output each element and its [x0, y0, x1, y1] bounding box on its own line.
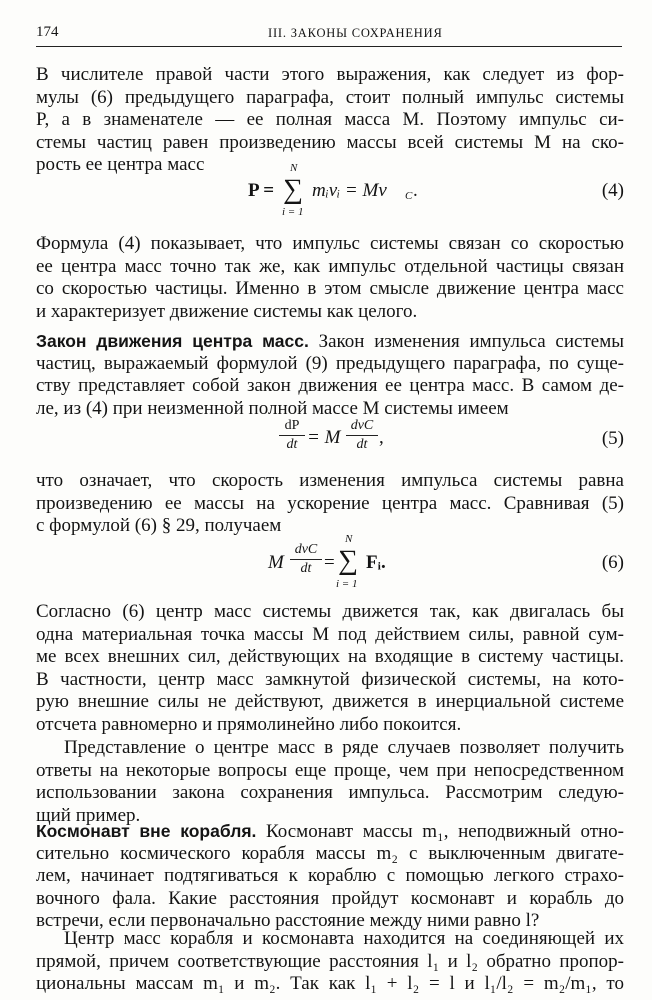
text-line: Согласно (6) центр масс системы движется так, как двигалась бы: [36, 601, 624, 622]
text-line: Формула (4) показывает, что импульс системы связан со скоростью: [36, 233, 624, 254]
page-header: [36, 24, 622, 48]
sum-upper-limit: N: [290, 162, 298, 174]
text-line: одна материальная точка массы M под действием силы, равной сум-: [36, 623, 624, 645]
equation-lhs: M: [268, 552, 284, 573]
header-rule: [36, 46, 622, 47]
fraction-bar: [290, 559, 322, 560]
fraction-bar: [346, 435, 378, 436]
denominator: dt: [286, 437, 298, 452]
fraction-dp-dt: [279, 418, 305, 453]
denominator: dt: [300, 561, 312, 576]
equation-6: [36, 532, 624, 594]
text-line: вочного фала. Какие расстояния пройдут космонавт и корабль до: [36, 887, 624, 909]
paragraph-6: [36, 928, 624, 996]
equation-number: (5): [601, 428, 624, 449]
sum-lower-limit: i = 1: [336, 578, 358, 590]
text-line: рость ее центра масс: [36, 154, 205, 176]
denominator: dt: [356, 437, 368, 452]
equation-end: .: [413, 180, 418, 201]
text-line: отсчета равномерно и прямолинейно либо покоится.: [36, 713, 462, 735]
fraction-bar: [279, 435, 305, 436]
text-line: частиц, выражаемый формулой (9) предыдущего параграфа, по суще-: [36, 352, 624, 374]
text-line: В частности, центр масс замкнутой физической системы, на кото-: [36, 668, 624, 690]
numerator: dP: [284, 418, 300, 433]
section-cosmonaut: [36, 820, 624, 933]
sum-lower-limit: i = 1: [282, 206, 304, 218]
text-line: и характеризует движение системы как целого.: [36, 300, 418, 322]
sum-sign: ∑: [338, 545, 358, 576]
text-line: Космонавт массы m₁, неподвижный отно-: [256, 821, 624, 842]
text-line: использовании закона сохранения импульса. Рассмотрим следую-: [36, 782, 624, 804]
text-line: что означает, что скорость изменения импульса системы равна: [36, 470, 624, 491]
numerator: dvC: [294, 542, 318, 557]
equation-body: Fᵢ.: [366, 552, 386, 573]
sum-sign: ∑: [283, 174, 303, 205]
text-line: Закон изменения импульса системы: [308, 331, 624, 352]
section-center-of-mass: [36, 330, 624, 420]
equation-body: mᵢvᵢ = Mv: [312, 180, 387, 201]
text-line: Представление о центре масс в ряде случаев позволяет получить: [64, 737, 624, 758]
paragraph-5: [36, 737, 624, 827]
section-heading: Закон движения центра масс.: [36, 331, 309, 351]
text-line: ответы на некоторые вопросы еще проще, чем при непосредственном: [36, 759, 624, 781]
text-line: циональны массам m₁ и m₂. Так как l₁ + l₂ = l и l₁/l₂ = m₂/m₁, то: [36, 973, 624, 995]
sum-upper-limit: N: [345, 533, 353, 545]
equation-5: [36, 416, 624, 464]
equation-lhs: P =: [248, 180, 275, 201]
paragraph-4: [36, 601, 624, 737]
text-line: ле, из (4) при неизменной полной массе M системы имеем: [36, 397, 509, 419]
paragraph-3: [36, 470, 624, 538]
text-line: щий пример.: [36, 804, 141, 826]
text-line: ее центра масс точно так же, как импульс отдельной частицы связан: [36, 255, 624, 277]
fraction-dv-dt: [346, 418, 378, 453]
text-line: произведению ее массы на ускорение центра масс. Сравнивая (5): [36, 492, 624, 514]
equation-number: (6): [601, 552, 624, 573]
equation-4: [36, 160, 624, 224]
text-line: встречи, если первоначально расстояние между ними равно l?: [36, 910, 540, 932]
text-line: мулы (6) предыдущего параграфа, стоит полный импульс системы: [36, 86, 624, 108]
text-line: В числителе правой части этого выражения, как следует из фор-: [36, 64, 624, 85]
subscript-c: C: [405, 190, 413, 202]
text-line: P, а в знаменателе — ее полная масса M. Поэтому импульс си-: [36, 109, 624, 131]
text-line: лем, начинает подтягиваться к кораблю с помощью легкого страхо-: [36, 865, 624, 887]
fraction-dv-dt: [290, 542, 322, 577]
text-line: прямой, причем соответствующие расстояния l₁ и l₂ обратно пропор-: [36, 950, 624, 972]
equation-mid: = M: [307, 427, 341, 448]
text-line: рую внешние силы не действуют, движется в инерциальной системе: [36, 691, 624, 713]
text-line: ству представляет собой закон движения ее центра масс. В самом де-: [36, 375, 624, 397]
page-number: 174: [36, 24, 59, 40]
text-line: Центр масс корабля и космонавта находится на соединяющей их: [64, 928, 624, 949]
paragraph-2: [36, 233, 624, 323]
numerator: dvC: [350, 418, 374, 433]
chapter-title: III. ЗАКОНЫ СОХРАНЕНИЯ: [268, 26, 443, 40]
equation-end: ,: [379, 427, 384, 448]
text-line: сительно космического корабля массы m₂ с выключенным двигате-: [36, 842, 624, 864]
text-line: стемы частиц равен произведению массы всей системы M на ско-: [36, 131, 624, 153]
text-line: с формулой (6) § 29, получаем: [36, 515, 282, 537]
text-line: со скоростью частицы. Именно в этом смысле движение центра масс: [36, 278, 624, 300]
equation-number: (4): [601, 180, 624, 201]
text-line: ме всех внешних сил, действующих на входящие в систему частицы.: [36, 646, 624, 668]
equation-mid: =: [324, 552, 335, 573]
section-heading: Космонавт вне корабля.: [36, 821, 257, 841]
